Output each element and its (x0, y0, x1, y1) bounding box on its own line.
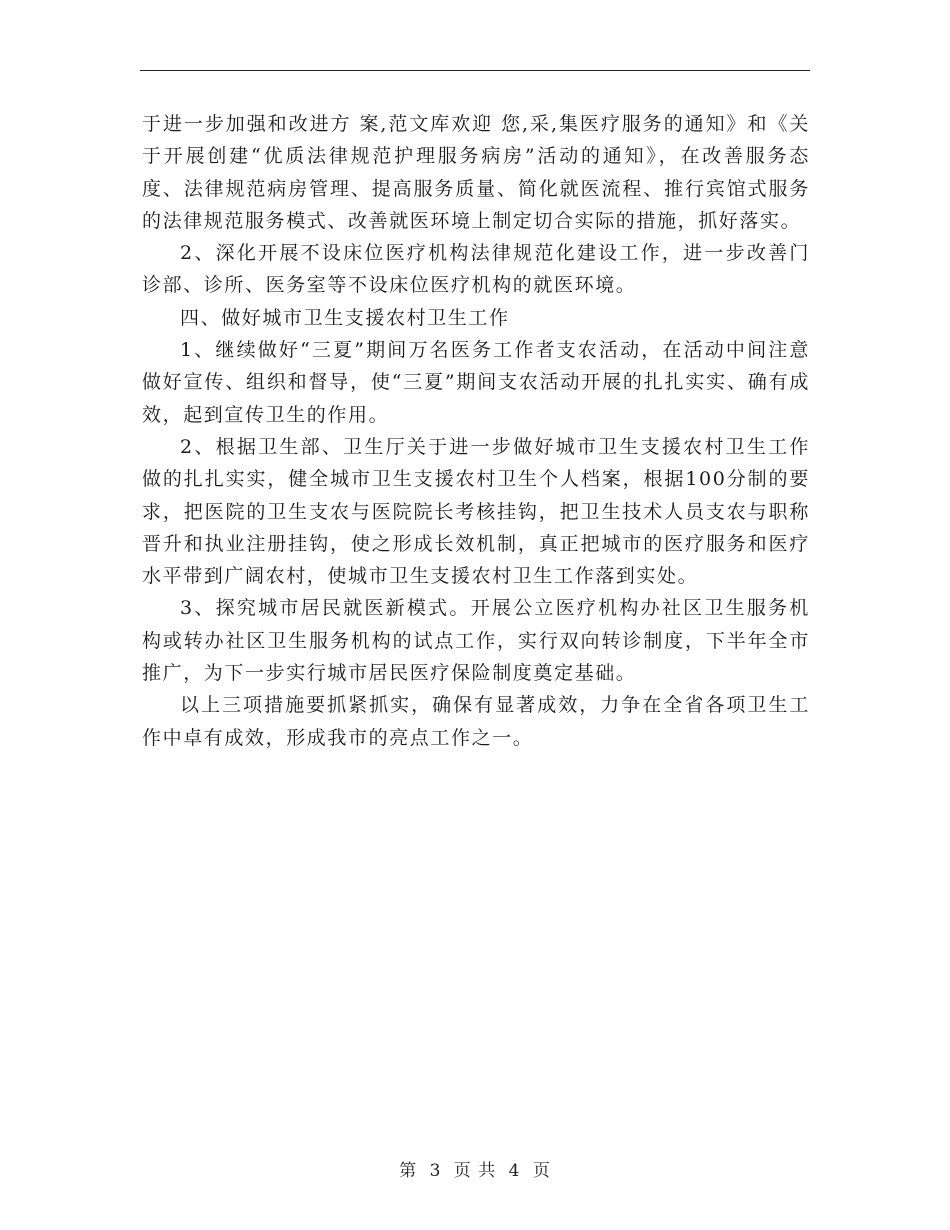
page-label-prefix: 第 (399, 1161, 418, 1181)
page-label-suffix: 页 (532, 1161, 551, 1181)
page-label-mid: 页 共 (453, 1161, 497, 1181)
paragraph-item-2-support: 2、根据卫生部、卫生厅关于进一步做好城市卫生支援农村卫生工作做的扎扎实实，健全城市卫生支援农村卫生个人档案，根据100分制的要求，把医院的卫生支农与医院院长考核挂钩，把卫生技术人员支农与职称晋升和执业注册挂钩，使之形成长效机制，真正把城市的医疗服务和医疗水平带到广阔农村，使城市卫生支援农村卫生工作落到实处。 (142, 435, 810, 588)
paragraph-item-2-clinics: 2、深化开展不设床位医疗机构法律规范化建设工作，进一步改善门诊部、诊所、医务室等不设床位医疗机构的就医环境。 (142, 242, 810, 297)
document-body (142, 108, 810, 754)
section-heading-4: 四、做好城市卫生支援农村卫生工作 (180, 306, 510, 329)
current-page-number: 3 (429, 1161, 442, 1181)
page-footer (0, 1156, 950, 1181)
paragraph-item-3-model: 3、探究城市居民就医新模式。开展公立医疗机构办社区卫生服务机构或转办社区卫生服务机构的试点工作，实行双向转诊制度，下半年全市推广，为下一步实行城市居民医疗保险制度奠定基础。 (142, 597, 810, 685)
paragraph-continuation: 于进一步加强和改进方 案,范文库欢迎 您,采,集医疗服务的通知》和《关于开展创建“优质法律规范护理服务病房”活动的通知》，在改善服务态度、法律规范病房管理、提高服务质量、简化就医流程、推行宾馆式服务的法律规范服务模式、改善就医环境上制定切合实际的措施，抓好落实。 (142, 113, 810, 232)
total-pages-number: 4 (508, 1161, 521, 1181)
paragraph-conclusion: 以上三项措施要抓紧抓实，确保有显著成效，力争在全省各项卫生工作中卓有成效，形成我市的亮点工作之一。 (142, 694, 810, 749)
paragraph-item-1-sanxia: 1、继续做好“三夏”期间万名医务工作者支农活动，在活动中间注意做好宣传、组织和督导，使“三夏”期间支农活动开展的扎扎实实、确有成效，起到宣传卫生的作用。 (142, 339, 810, 426)
header-rule (140, 70, 810, 71)
